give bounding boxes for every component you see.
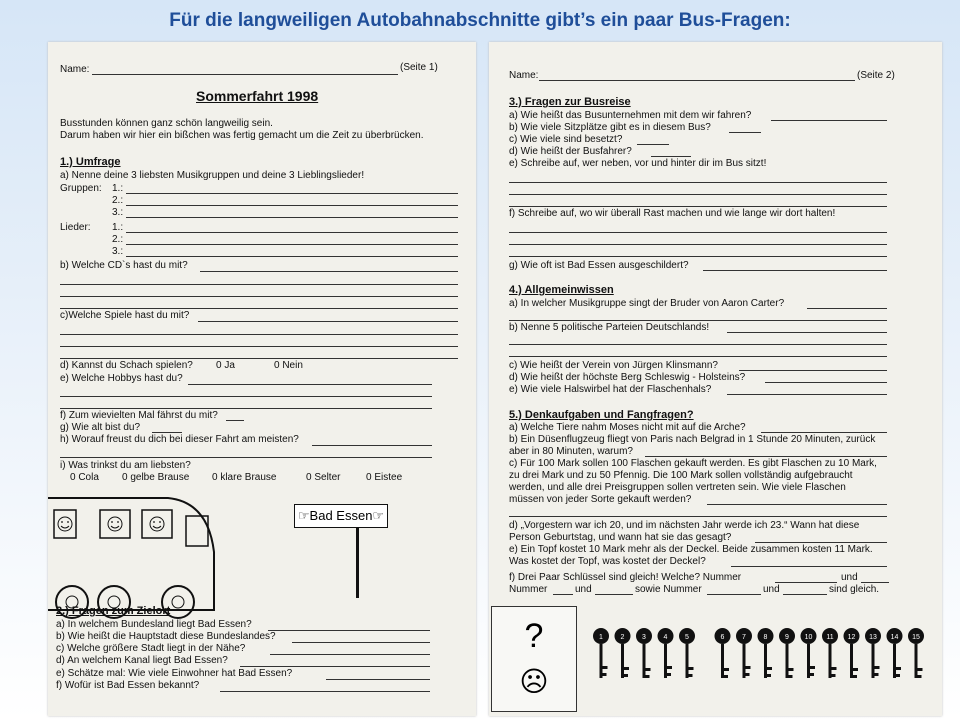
key-number-label: 11	[826, 634, 834, 641]
answer-line	[553, 594, 573, 595]
question-2c: c) Welche größere Stadt liegt in der Nähe?	[56, 643, 246, 654]
key-number-label: 8	[763, 634, 768, 641]
question-3b: b) Wie viele Sitzplätze gibt es in diesem Bus?	[509, 122, 711, 133]
question-5c-cont: zu drei Mark und zu 50 Pfennig. Die 100 Mark sollen vollständig aufgebraucht	[509, 470, 853, 481]
answer-line	[60, 408, 432, 409]
answer-line	[755, 542, 887, 543]
question-box	[491, 606, 577, 712]
answer-line	[595, 594, 633, 595]
answer-line	[509, 516, 887, 517]
answer-line	[200, 271, 458, 272]
question-5f: f) Drei Paar Schlüssel sind gleich! Welche? Nummer	[509, 572, 742, 583]
question-2a: a) In welchem Bundesland liegt Bad Essen?	[56, 619, 252, 630]
sign-pole	[356, 528, 359, 598]
answer-line	[60, 358, 458, 359]
key-icon	[801, 628, 817, 678]
answer-line	[807, 308, 887, 309]
key-number-label: 10	[804, 634, 813, 641]
word-und: und	[841, 572, 858, 583]
answer-line	[60, 457, 432, 458]
section-4-heading: 4.) Allgemeinwissen	[509, 284, 614, 296]
question-3c: c) Wie viele sind besetzt?	[509, 134, 623, 145]
question-5e-cont: Was kostet der Topf, was kostet der Deckel?	[509, 556, 706, 567]
answer-line	[729, 132, 761, 133]
answer-line	[226, 420, 244, 421]
answer-line	[270, 654, 430, 655]
question-3a: a) Wie heißt das Busunternehmen mit dem wir fahren?	[509, 110, 752, 121]
answer-line	[727, 394, 887, 395]
question-5d-cont: Person Geburtstag, und wann hat sie das gesagt?	[509, 532, 732, 543]
answer-line	[268, 630, 430, 631]
keys-drawing	[593, 626, 933, 686]
answer-line	[152, 432, 182, 433]
name-label: Name:	[509, 70, 539, 81]
answer-line	[60, 346, 458, 347]
answer-line	[861, 582, 889, 583]
key-number-label: 7	[742, 634, 746, 641]
question-1g: g) Wie alt bist du?	[60, 422, 141, 433]
question-2d: d) An welchem Kanal liegt Bad Essen?	[56, 655, 228, 666]
question-1h: h) Worauf freust du dich bei dieser Fahrt am meisten?	[60, 434, 299, 445]
key-icon	[779, 628, 795, 678]
item-number: 1.:	[112, 183, 124, 194]
answer-line	[775, 582, 837, 583]
key-icon	[636, 628, 652, 678]
key-icon	[758, 628, 774, 678]
word-und: und	[763, 584, 780, 595]
answer-line	[637, 144, 669, 145]
answer-line	[761, 432, 887, 433]
answer-line	[326, 679, 430, 680]
answer-line	[126, 193, 458, 194]
question-2b: b) Wie heißt die Hauptstadt diese Bundeslandes?	[56, 631, 276, 642]
answer-line	[509, 182, 887, 183]
key-icon	[715, 628, 731, 678]
key-number-label: 12	[847, 634, 856, 641]
key-number-label: 6	[720, 634, 725, 641]
answer-line	[60, 284, 458, 285]
answer-line	[727, 332, 887, 333]
answer-line	[509, 320, 887, 321]
label-gruppen: Gruppen:	[60, 183, 102, 194]
question-5b-cont: aber in 80 Minuten, warum?	[509, 446, 633, 457]
key-number-label: 14	[890, 634, 899, 641]
question-3d: d) Wie heißt der Busfahrer?	[509, 146, 632, 157]
confused-face-icon: ☹	[519, 666, 549, 697]
key-icon	[887, 628, 903, 678]
option-nein[interactable]: 0 Nein	[274, 360, 303, 371]
question-1a: a) Nenne deine 3 liebsten Musikgruppen und deine 3 Lieblingslieder!	[60, 170, 365, 181]
answer-line	[188, 384, 432, 385]
answer-line	[60, 308, 458, 309]
question-5c-cont: werden, und alle drei Preisgruppen sollen vertreten sein. Wie viele Flaschen	[509, 482, 846, 493]
answer-line	[707, 504, 887, 505]
name-line	[539, 80, 855, 81]
question-3g: g) Wie oft ist Bad Essen ausgeschildert?	[509, 260, 689, 271]
page-number: (Seite 1)	[400, 62, 438, 73]
section-2-heading: 2.) Fragen zum Zielort	[56, 605, 171, 617]
question-4d: d) Wie heißt der höchste Berg Schleswig - Holsteins?	[509, 372, 746, 383]
word-nummer: Nummer	[509, 584, 548, 595]
question-4c: c) Wie heißt der Verein von Jürgen Klinsmann?	[509, 360, 718, 371]
intro-text-2: Darum haben wir hier ein bißchen was fertig gemacht um die Zeit zu überbrücken.	[60, 130, 424, 141]
key-number-label: 1	[599, 634, 603, 641]
question-4e: e) Wie viele Halswirbel hat der Flaschenhals?	[509, 384, 712, 395]
answer-line	[651, 156, 691, 157]
word-sind-gleich: sind gleich.	[829, 584, 880, 595]
drink-option[interactable]: 0 gelbe Brause	[122, 472, 190, 483]
drink-option[interactable]: 0 Eistee	[366, 472, 403, 483]
answer-line	[509, 344, 887, 345]
name-line	[92, 74, 398, 75]
key-number-label: 5	[685, 634, 689, 641]
question-1b: b) Welche CD`s hast du mit?	[60, 260, 188, 271]
key-number-label: 15	[912, 634, 920, 641]
answer-line	[126, 205, 458, 206]
item-number: 2.:	[112, 234, 124, 245]
drink-option[interactable]: 0 Cola	[70, 472, 99, 483]
intro-text-1: Busstunden können ganz schön langweilig sein.	[60, 118, 273, 129]
answer-line	[509, 206, 887, 207]
answer-line	[739, 370, 887, 371]
key-icon	[822, 628, 838, 678]
option-ja[interactable]: 0 Ja	[216, 360, 235, 371]
key-icon	[844, 628, 860, 678]
answer-line	[509, 356, 887, 357]
answer-line	[312, 445, 432, 446]
key-icon	[865, 628, 881, 678]
key-number-label: 3	[642, 634, 646, 641]
answer-line	[126, 217, 458, 218]
item-number: 2.:	[112, 195, 124, 206]
name-label: Name:	[60, 64, 90, 75]
word-und: und	[575, 584, 592, 595]
key-icon	[679, 628, 695, 678]
question-1c: c)Welche Spiele hast du mit?	[60, 310, 190, 321]
answer-line	[126, 232, 458, 233]
question-1d: d) Kannst du Schach spielen?	[60, 360, 193, 371]
item-number: 1.:	[112, 222, 124, 233]
question-5b: b) Ein Düsenflugzeug fliegt von Paris nach Belgrad in 1 Stunde 20 Minuten, zurück	[509, 434, 876, 445]
slide-title: Für die langweiligen Autobahnabschnitte gibt’s ein paar Bus-Fragen:	[169, 10, 791, 31]
answer-line	[126, 244, 458, 245]
answer-line	[703, 270, 887, 271]
answer-line	[771, 120, 887, 121]
drink-option[interactable]: 0 klare Brause	[212, 472, 277, 483]
key-number-label: 13	[869, 634, 877, 641]
question-4a: a) In welcher Musikgruppe singt der Bruder von Aaron Carter?	[509, 298, 785, 309]
answer-line	[60, 396, 432, 397]
question-2f: f) Wofür ist Bad Essen bekannt?	[56, 680, 200, 691]
worksheet-heading: Sommerfahrt 1998	[196, 88, 319, 104]
answer-line	[509, 256, 887, 257]
answer-line	[509, 232, 887, 233]
answer-line	[765, 382, 887, 383]
question-5c: c) Für 100 Mark sollen 100 Flaschen gekauft werden. Es gibt Flaschen zu 10 Mark,	[509, 458, 877, 469]
worksheet-page-1	[48, 42, 476, 716]
question-5d: d) „Vorgestern war ich 20, und im nächsten Jahr werde ich 23.“ Wann hat diese	[509, 520, 860, 531]
question-5e: e) Ein Topf kostet 10 Mark mehr als der Deckel. Beide zusammen kosten 11 Mark.	[509, 544, 873, 555]
bad-essen-sign: ☞Bad Essen☞	[294, 504, 388, 528]
key-number-label: 4	[663, 634, 668, 641]
label-lieder: Lieder:	[60, 222, 91, 233]
key-icon	[593, 628, 609, 678]
question-3e: e) Schreibe auf, wer neben, vor und hinter dir im Bus sitzt!	[509, 158, 767, 169]
item-number: 3.:	[112, 246, 124, 257]
answer-line	[645, 456, 887, 457]
question-4b: b) Nenne 5 politische Parteien Deutschlands!	[509, 322, 710, 333]
section-3-heading: 3.) Fragen zur Busreise	[509, 96, 631, 108]
question-5a: a) Welche Tiere nahm Moses nicht mit auf die Arche?	[509, 422, 746, 433]
question-1i: i) Was trinkst du am liebsten?	[60, 460, 191, 471]
question-mark-icon: ?	[524, 617, 544, 655]
answer-line	[707, 594, 761, 595]
item-number: 3.:	[112, 207, 124, 218]
answer-line	[220, 691, 430, 692]
key-icon	[658, 628, 674, 678]
question-1e: e) Welche Hobbys hast du?	[60, 373, 183, 384]
answer-line	[126, 256, 458, 257]
section-1-heading: 1.) Umfrage	[60, 156, 121, 168]
word-sowie-nummer: sowie Nummer	[635, 584, 702, 595]
section-5-heading: 5.) Denkaufgaben und Fangfragen?	[509, 409, 694, 421]
answer-line	[783, 594, 827, 595]
key-icon	[615, 628, 631, 678]
key-number-label: 9	[785, 634, 789, 641]
page-number: (Seite 2)	[857, 70, 895, 81]
answer-line	[60, 334, 458, 335]
key-icon	[736, 628, 752, 678]
key-number-label: 2	[620, 634, 625, 641]
question-2e: e) Schätze mal: Wie viele Einwohner hat Bad Essen?	[56, 668, 293, 679]
answer-line	[731, 566, 887, 567]
answer-line	[509, 244, 887, 245]
answer-line	[509, 194, 887, 195]
answer-line	[60, 296, 458, 297]
question-5c-cont: müssen von jeder Sorte gekauft werden?	[509, 494, 692, 505]
drink-option[interactable]: 0 Selter	[306, 472, 341, 483]
question-3f: f) Schreibe auf, wo wir überall Rast machen und wie lange wir dort halten!	[509, 208, 836, 219]
answer-line	[292, 642, 430, 643]
key-icon	[908, 628, 924, 678]
question-1f: f) Zum wievielten Mal fährst du mit?	[60, 410, 218, 421]
answer-line	[198, 321, 458, 322]
worksheet-page-2	[489, 42, 942, 716]
answer-line	[240, 666, 430, 667]
